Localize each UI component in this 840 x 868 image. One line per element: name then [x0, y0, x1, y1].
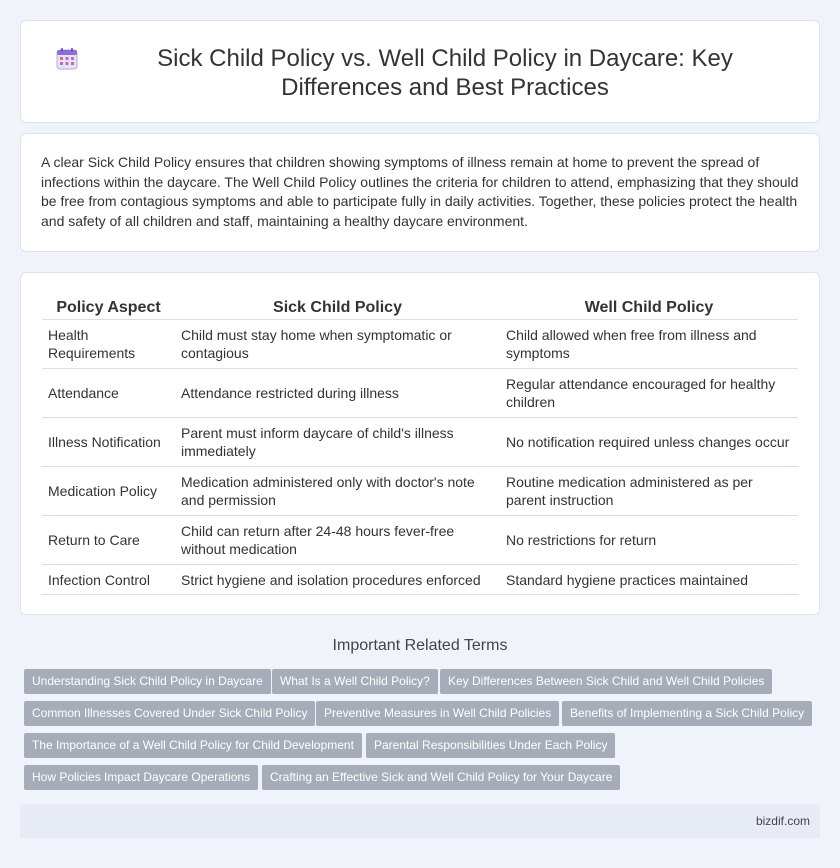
calendar-icon	[55, 47, 79, 71]
related-term-tag[interactable]: Common Illnesses Covered Under Sick Child Policy	[24, 701, 315, 726]
table-cell: Health Requirements	[42, 320, 175, 369]
table-cell: Return to Care	[42, 516, 175, 565]
table-cell: Child allowed when free from illness and symptoms	[500, 320, 798, 369]
table-cell: No notification required unless changes occur	[500, 418, 798, 467]
table-cell: No restrictions for return	[500, 516, 798, 565]
table-cell: Strict hygiene and isolation procedures enforced	[175, 565, 500, 595]
table-row	[42, 565, 798, 595]
comparison-table	[42, 297, 798, 595]
table-cell: Infection Control	[42, 565, 175, 595]
column-header-sick: Sick Child Policy	[175, 297, 500, 320]
table-cell: Standard hygiene practices maintained	[500, 565, 798, 595]
intro-paragraph: A clear Sick Child Policy ensures that children showing symptoms of illness remain at home to prevent the spread of infections within the daycare. The Well Child Policy outlines the criteria for children to attend, emphasizing that they should be free from contagious symptoms and able to participate fully in daily activities. Together, these policies protect the health and safety of all children and staff, maintaining a healthy daycare environment.	[41, 154, 799, 229]
table-row	[42, 516, 798, 565]
column-header-well: Well Child Policy	[500, 297, 798, 320]
table-row	[42, 369, 798, 418]
related-term-tag[interactable]: What Is a Well Child Policy?	[272, 669, 438, 694]
table-cell: Attendance	[42, 369, 175, 418]
related-term-tag[interactable]: Understanding Sick Child Policy in Daycare	[24, 669, 271, 694]
table-row	[42, 467, 798, 516]
table-cell: Regular attendance encouraged for healthy children	[500, 369, 798, 418]
table-cell: Parent must inform daycare of child's illness immediately	[175, 418, 500, 467]
title-card	[20, 20, 820, 123]
related-term-tag[interactable]: Preventive Measures in Well Child Policies	[316, 701, 559, 726]
table-cell: Illness Notification	[42, 418, 175, 467]
related-terms-heading: Important Related Terms	[332, 637, 508, 654]
related-term-tag[interactable]: Benefits of Implementing a Sick Child Policy	[562, 701, 812, 726]
footer-site-link[interactable]: bizdif.com	[755, 814, 810, 828]
table-header-row	[42, 297, 798, 320]
page-title: Sick Child Policy vs. Well Child Policy in Daycare: Key Differences and Best Practices	[157, 45, 733, 101]
intro-card	[20, 133, 820, 252]
table-cell: Child can return after 24-48 hours fever-free without medication	[175, 516, 500, 565]
related-term-tag[interactable]: Parental Responsibilities Under Each Policy	[366, 733, 615, 758]
related-term-tag[interactable]: How Policies Impact Daycare Operations	[24, 765, 258, 790]
comparison-card	[20, 272, 820, 615]
table-cell: Medication Policy	[42, 467, 175, 516]
footer	[20, 804, 820, 838]
table-cell: Routine medication administered as per parent instruction	[500, 467, 798, 516]
table-row	[42, 320, 798, 369]
table-cell: Child must stay home when symptomatic or contagious	[175, 320, 500, 369]
column-header-aspect: Policy Aspect	[42, 297, 175, 320]
related-term-tag[interactable]: Key Differences Between Sick Child and Well Child Policies	[440, 669, 772, 694]
related-term-tag[interactable]: Crafting an Effective Sick and Well Child Policy for Your Daycare	[262, 765, 620, 790]
related-term-tag[interactable]: The Importance of a Well Child Policy for Child Development	[24, 733, 362, 758]
table-cell: Medication administered only with doctor's note and permission	[175, 467, 500, 516]
table-cell: Attendance restricted during illness	[175, 369, 500, 418]
table-row	[42, 418, 798, 467]
